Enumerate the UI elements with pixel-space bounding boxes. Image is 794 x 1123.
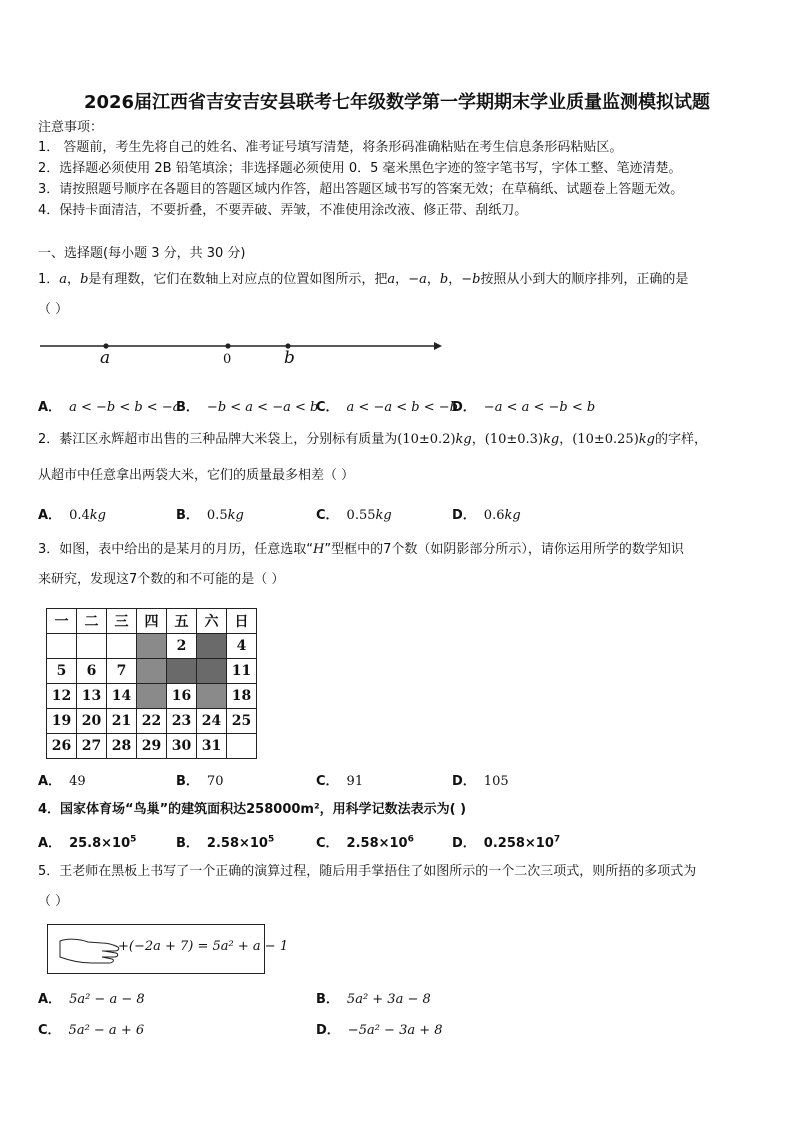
calendar-header-cell: 四	[137, 609, 167, 634]
option-a[interactable]: A． a < −b < b < −a	[38, 400, 181, 415]
calendar-cell-shaded	[137, 659, 167, 684]
notice-item: 2．选择题必须使用 2B 铅笔填涂；非选择题必须使用 0．5 毫米黑色字迹的签字笔书写，字体工整、笔迹清楚。	[38, 161, 682, 176]
calendar-cell: 31	[197, 734, 227, 759]
option-c[interactable]: C． 5a² − a + 6	[38, 1023, 145, 1038]
calendar-cell-shaded	[137, 634, 167, 659]
calendar-cell	[227, 734, 257, 759]
option-b[interactable]: B． $2.58\times 10^5$	[176, 834, 275, 851]
option-a[interactable]: A． $25.8\times 10^5$	[38, 834, 137, 851]
calendar-cell: 23	[167, 709, 197, 734]
calendar-row	[47, 709, 257, 734]
calendar-row	[47, 659, 257, 684]
page-title: 2026届江西省吉安吉安县联考七年级数学第一学期期末学业质量监测模拟试题	[83, 92, 711, 113]
calendar-header-cell: 一	[47, 609, 77, 634]
option-b[interactable]: B． 0.5kg	[176, 508, 244, 523]
calendar-cell: 16	[167, 684, 197, 709]
question-2-text: 2．綦江区永辉超市出售的三种品牌大米袋上，分别标有质量为(10±0.2)kg，(10±0.3)kg，(10±0.25)kg的字样，	[38, 432, 707, 447]
calendar-cell: 26	[47, 734, 77, 759]
option-c[interactable]: C． $2.58\times 10^6$	[316, 834, 414, 851]
calendar-row	[47, 634, 257, 659]
option-b[interactable]: B． −b < a < −a < b	[176, 400, 319, 415]
hand-icon	[58, 933, 122, 965]
calendar-cell: 19	[47, 709, 77, 734]
calendar-header-cell: 日	[227, 609, 257, 634]
option-a[interactable]: A． 0.4kg	[38, 508, 106, 523]
notice-heading: 注意事项：	[38, 120, 104, 135]
calendar-cell: 2	[167, 634, 197, 659]
axis-label-b: b	[284, 348, 295, 368]
calendar-cell: 29	[137, 734, 167, 759]
point-zero	[225, 343, 230, 348]
question-1-text: 1．a，b是有理数，它们在数轴上对应点的位置如图所示，把a，−a，b，−b按照从小到大的顺序排列，正确的是	[38, 272, 689, 287]
option-d[interactable]: D． 0.6kg	[452, 508, 521, 523]
calendar-cell-shaded	[197, 659, 227, 684]
option-c[interactable]: C． 0.55kg	[316, 508, 392, 523]
calendar-header-cell: 三	[107, 609, 137, 634]
calendar-cell	[47, 634, 77, 659]
calendar-cell	[77, 634, 107, 659]
calendar-cell: 27	[77, 734, 107, 759]
question-5-text: 5．王老师在黑板上书写了一个正确的演算过程，随后用手掌捂住了如图所示的一个二次三项式，则所捂的多项式为	[38, 864, 697, 879]
calendar-cell: 30	[167, 734, 197, 759]
notice-item: 4．保持卡面清洁，不要折叠，不要弄破、弄皱，不准使用涂改液、修正带、刮纸刀。	[38, 203, 528, 218]
calendar-cell: 18	[227, 684, 257, 709]
calendar-header-cell: 五	[167, 609, 197, 634]
option-c[interactable]: C． a < −a < b < −b	[316, 400, 458, 415]
option-b[interactable]: B． 5a² + 3a − 8	[316, 992, 431, 1007]
option-c[interactable]: C． 91	[316, 774, 364, 789]
calendar-cell: 28	[107, 734, 137, 759]
option-d[interactable]: D． −5a² − 3a + 8	[316, 1023, 443, 1038]
answer-paren: （ ）	[38, 302, 69, 317]
answer-paren: （ ）	[38, 894, 69, 909]
calendar-table	[46, 608, 257, 759]
axis-label-a: a	[100, 348, 111, 368]
calendar-cell	[107, 634, 137, 659]
option-b[interactable]: B． 70	[176, 774, 224, 789]
calendar-cell: 6	[77, 659, 107, 684]
notice-item: 3．请按照题号顺序在各题目的答题区域内作答，超出答题区域书写的答案无效；在草稿纸、试题卷上答题无效。	[38, 182, 684, 197]
calendar-row	[47, 734, 257, 759]
question-3-text: 3．如图，表中给出的是某月的月历，任意选取“H”型框中的7个数（如阴影部分所示），请你运用所学的数学知识	[38, 542, 684, 557]
calendar-cell: 5	[47, 659, 77, 684]
calendar-cell: 20	[77, 709, 107, 734]
calendar-cell: 21	[107, 709, 137, 734]
axis-label-zero: 0	[223, 352, 232, 367]
question-3-text-line2: 来研究，发现这7个数的和不可能的是（ ）	[38, 572, 285, 587]
calendar-header-cell: 二	[77, 609, 107, 634]
calendar-cell: 11	[227, 659, 257, 684]
option-d[interactable]: D． $0.258\times 10^7$	[452, 834, 561, 851]
notice-item: 1． 答题前，考生先将自己的姓名、准考证号填写清楚，将条形码准确粘贴在考生信息条形码粘贴区。	[38, 140, 623, 155]
calendar-row	[47, 684, 257, 709]
calendar-header-row	[47, 609, 257, 634]
axis-arrow	[434, 342, 442, 350]
option-a[interactable]: A． 49	[38, 774, 86, 789]
question-4-text: 4．国家体育场“鸟巢”的建筑面积达258000m²，用科学记数法表示为( )	[38, 802, 467, 817]
calendar-header-cell: 六	[197, 609, 227, 634]
calendar-cell-shaded	[197, 684, 227, 709]
calendar-cell-shaded	[197, 634, 227, 659]
chalkboard-box	[47, 924, 289, 974]
section-heading: 一、选择题(每小题 3 分，共 30 分)	[38, 246, 246, 261]
calendar-cell-shaded	[167, 659, 197, 684]
calendar-cell: 14	[107, 684, 137, 709]
calendar-cell: 25	[227, 709, 257, 734]
calendar-cell-shaded	[137, 684, 167, 709]
question-2-text-line2: 从超市中任意拿出两袋大米，它们的质量最多相差（ ）	[38, 468, 355, 483]
option-a[interactable]: A． 5a² − a − 8	[38, 992, 145, 1007]
calendar-cell: 4	[227, 634, 257, 659]
option-d[interactable]: D． 105	[452, 774, 509, 789]
calendar-cell: 12	[47, 684, 77, 709]
calendar-cell: 22	[137, 709, 167, 734]
calendar-cell: 13	[77, 684, 107, 709]
calendar-cell: 24	[197, 709, 227, 734]
calendar-cell: 7	[107, 659, 137, 684]
equation-text: +(−2a + 7) = 5a² + a − 1	[118, 939, 289, 954]
option-d[interactable]: D． −a < a < −b < b	[452, 400, 596, 415]
